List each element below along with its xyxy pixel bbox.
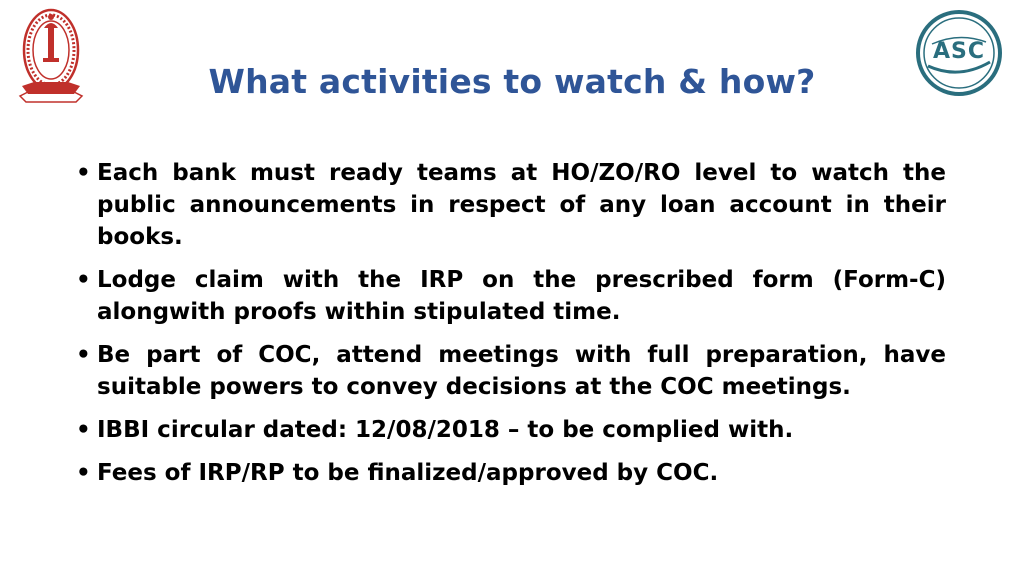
bullet-text: IBBI circular dated: 12/08/2018 – to be complied with. [97, 417, 794, 443]
bullet-item [74, 264, 946, 328]
bullet-text: Fees of IRP/RP to be finalized/approved by COC. [97, 460, 719, 486]
bullet-dot-icon: • [76, 460, 91, 486]
bullet-dot-icon: • [76, 267, 91, 293]
bullet-item [74, 414, 946, 446]
bullet-item [74, 457, 946, 489]
bullet-dot-icon: • [76, 417, 91, 443]
slide-title: What activities to watch & how? [208, 62, 816, 101]
bullet-dot-icon: • [76, 342, 91, 368]
bullet-item [74, 157, 946, 253]
svg-text:ASC: ASC [932, 39, 986, 64]
bullet-text: Lodge claim with the IRP on the prescribed form (Form-C) alongwith proofs within stipulated time. [97, 267, 946, 325]
bullet-text: Each bank must ready teams at HO/ZO/RO level to watch the public announcements in respect of any loan account in their books. [97, 160, 946, 250]
bullet-text: Be part of COC, attend meetings with full preparation, have suitable powers to convey decisions at the COC meetings. [97, 342, 946, 400]
bullet-dot-icon: • [76, 160, 91, 186]
bullet-list [74, 157, 946, 500]
bullet-item [74, 339, 946, 403]
